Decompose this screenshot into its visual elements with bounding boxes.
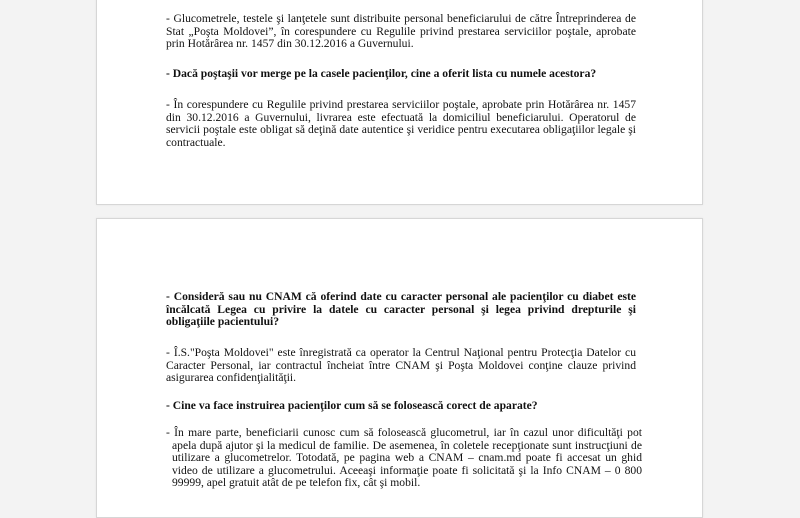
answer-paragraph-postal-rules: - În corespundere cu Regulile privind prestarea serviciilor poştale, aprobate prin Hotărârea nr. 1457 din 30.12.2016 a Guvernului, livrarea este efectuată la domiciliul beneficiarului. Operatorul de servicii poştale este obligat să deţină date autentice şi veridice pentru executarea obligaţiilor legale şi contractuale. bbox=[166, 98, 636, 149]
document-page-2 bbox=[96, 218, 703, 518]
answer-paragraph-delivery: - Glucometrele, testele şi lanţetele sunt distribuite personal beneficiarului de către Întreprinderea de Stat „Poşta Moldovei”, în corespundere cu Regulile privind prestarea serviciilor poştale, aprobate prin Hotărârea nr. 1457 din 30.12.2016 a Guvernului. bbox=[166, 12, 636, 51]
question-paragraph-patient-list: - Dacă poştaşii vor merge pe la casele pacienţilor, cine a oferit lista cu numele acestora? bbox=[166, 67, 597, 80]
document-page-1 bbox=[96, 0, 703, 205]
question-paragraph-training: - Cine va face instruirea pacienţilor cum să se folosească corect de aparate? bbox=[166, 399, 538, 412]
question-paragraph-personal-data: - Consideră sau nu CNAM că oferind date cu caracter personal ale pacienţilor cu diabet este încălcată Legea cu privire la datele cu caracter personal şi legea privind drepturile şi obligaţiile pacientului? bbox=[166, 290, 636, 329]
answer-paragraph-operator-registration: - Î.S."Poşta Moldovei" este înregistrată ca operator la Centrul Naţional pentru Protecţia Datelor cu Caracter Personal, iar contractul încheiat între CNAM şi Poşta Moldovei conţine clauze privind asigurarea confidenţialităţii. bbox=[166, 346, 636, 385]
answer-paragraph-training-info: - În mare parte, beneficiarii cunosc cum să folosească glucometrul, iar în cazul unor dificultăţi pot apela după ajutor şi la medicul de familie. De asemenea, în coletele recepţionate sunt instrucţiuni de utilizare a glucometrelor. Totodată, pe pagina web a CNAM – cnam.md poate fi accesat un ghid video de utilizare a glucometrului. Aceeaşi informaţie poate fi solicitată şi la Info CNAM – 0 800 99999, apel gratuit atât de pe telefon fix, cât şi mobil. bbox=[166, 426, 642, 490]
